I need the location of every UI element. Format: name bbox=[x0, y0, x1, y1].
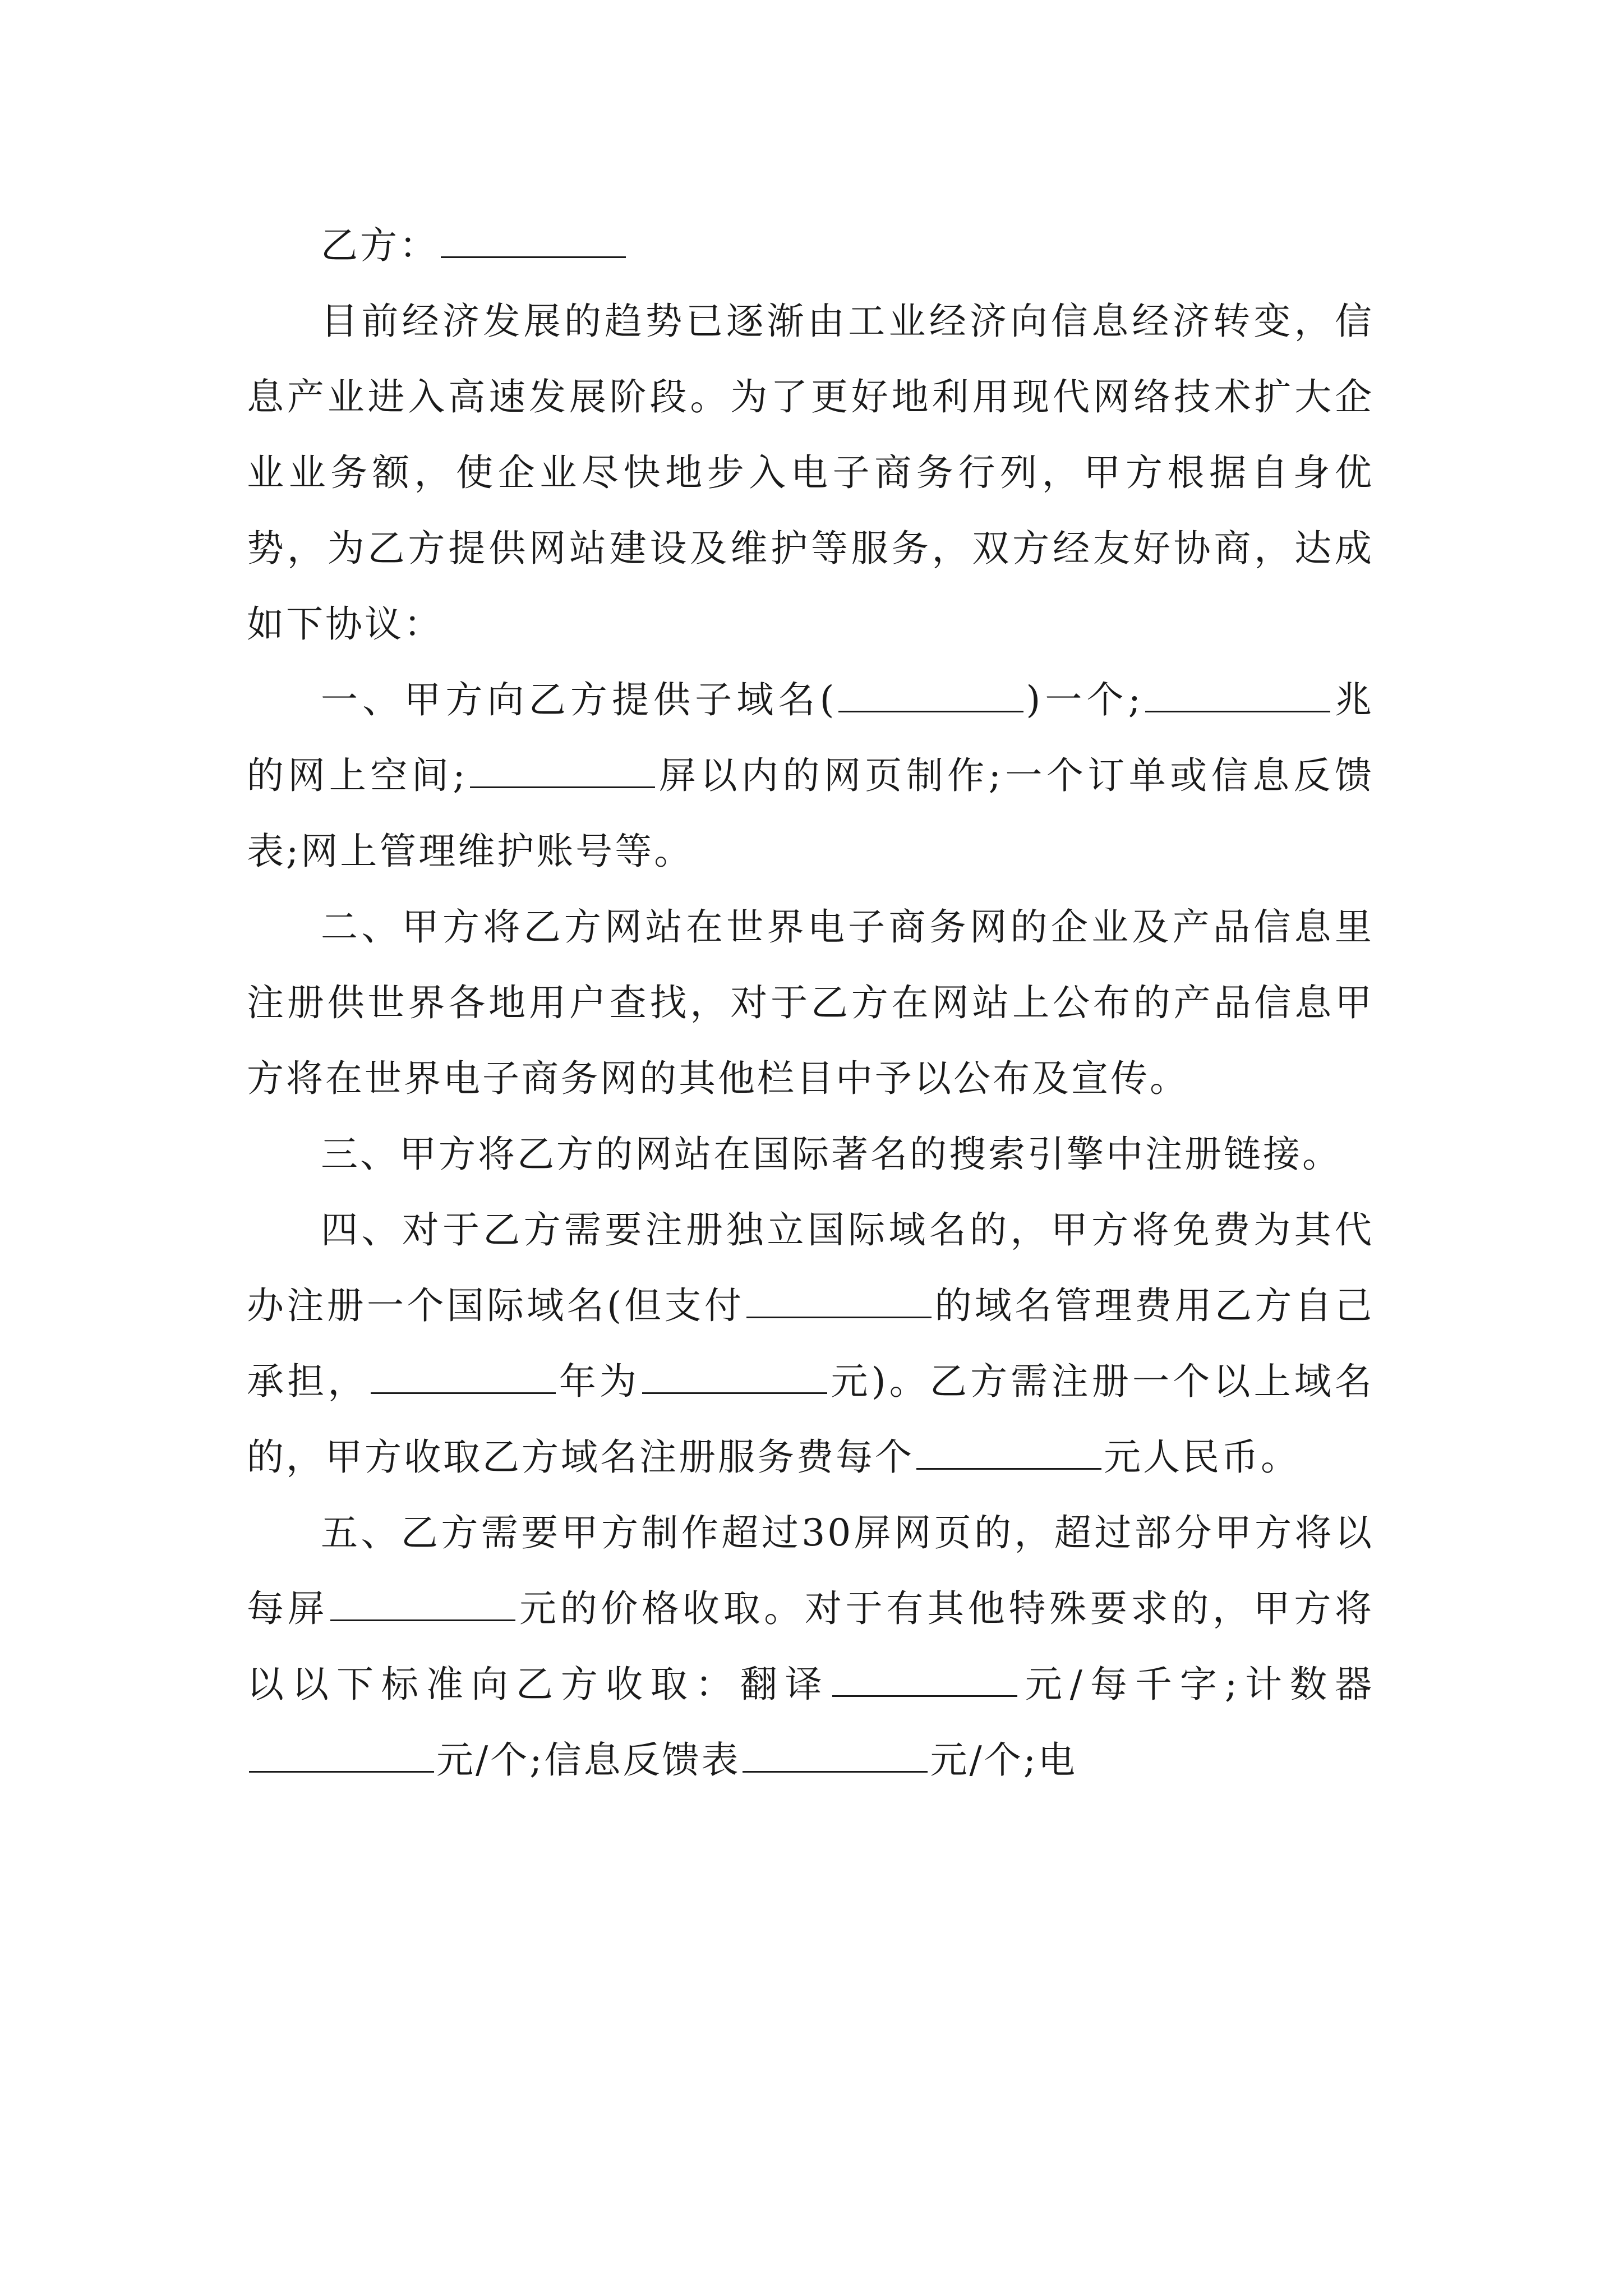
clause-3: 三、甲方将乙方的网站在国际著名的搜索引擎中注册链接。 bbox=[321, 1133, 1341, 1176]
document-body bbox=[247, 208, 1374, 1798]
clause-5-text-d: 元/个;信息反馈表 bbox=[436, 1738, 741, 1782]
clause-4-text-d: 元)。乙方需注册一个以上域名的，甲方收取乙方域名注册服务费每个 bbox=[247, 1360, 1375, 1479]
blank-field bbox=[746, 1316, 932, 1318]
clause-4 bbox=[247, 1192, 1374, 1495]
clause-1-text-c: 兆的网上空间; bbox=[247, 678, 1374, 797]
clause-5-text-e: 元/个;电 bbox=[930, 1738, 1077, 1782]
blank-field bbox=[249, 1770, 434, 1773]
blank-field bbox=[916, 1467, 1101, 1470]
blank-field bbox=[441, 256, 626, 258]
intro-paragraph: 目前经济发展的趋势已逐渐由工业经济向信息经济转变，信息产业进入高速发展阶段。为了更好地利用现代网络技术扩大企业业务额，使企业尽快地步入电子商务行列，甲方根据自身优势，为乙方提供网站建设及维护等服务，双方经友好协商，达成如下协议： bbox=[247, 300, 1374, 646]
blank-field bbox=[642, 1392, 827, 1394]
blank-field bbox=[743, 1770, 928, 1773]
clause-5 bbox=[247, 1495, 1374, 1798]
clause-4-text-b: 的域名管理费用乙方自己承担， bbox=[247, 1284, 1374, 1403]
clause-4-text-a: 四、对于乙方需要注册独立国际域名的，甲方将免费为其代办注册一个国际域名(但支付 bbox=[247, 1208, 1374, 1327]
clause-2: 二、甲方将乙方网站在世界电子商务网的企业及产品信息里注册供世界各地用户查找，对于乙方在网站上公布的产品信息甲方将在世界电子商务网的其他栏目中予以公布及宣传。 bbox=[247, 905, 1374, 1100]
clause-5-text-b: 元的价格收取。对于有其他特殊要求的，甲方将以以下标准向乙方收取：翻译 bbox=[247, 1587, 1375, 1706]
clause-5-text-a: 五、乙方需要甲方制作超过30屏网页的，超过部分甲方将以每屏 bbox=[247, 1511, 1374, 1630]
party-b-line bbox=[247, 208, 1374, 283]
clause-1-text-b: )一个; bbox=[1026, 678, 1143, 721]
blank-field bbox=[1145, 710, 1330, 712]
clause-4-text-e: 元人民币。 bbox=[1104, 1435, 1300, 1479]
blank-field bbox=[371, 1392, 556, 1394]
clause-5-text-c: 元/每千字;计数器 bbox=[1019, 1663, 1374, 1706]
blank-field bbox=[832, 1695, 1017, 1697]
clause-1-text-d: 屏以内的网页制作;一个订单或信息反馈表;网上管理维护账号等。 bbox=[247, 754, 1374, 873]
clause-1-text-a: 一、甲方向乙方提供子域名( bbox=[321, 678, 837, 721]
clause-1 bbox=[247, 662, 1374, 889]
blank-field bbox=[330, 1619, 515, 1621]
blank-field bbox=[470, 786, 655, 788]
clause-4-text-c: 年为 bbox=[557, 1360, 640, 1403]
blank-field bbox=[838, 710, 1023, 712]
party-b-label: 乙方： bbox=[321, 224, 439, 267]
